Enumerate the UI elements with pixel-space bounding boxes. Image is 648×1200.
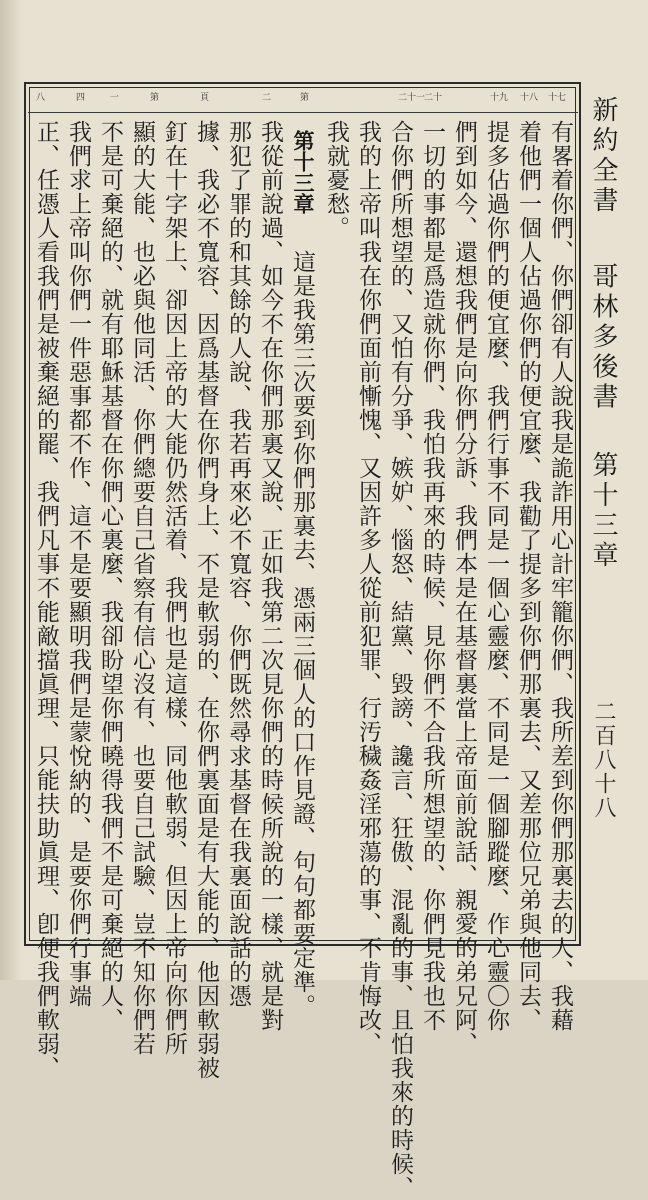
text-column: 們到如今、還想我們是向你們分訴、我們本是在基督裏當上帝面前說話、親愛的弟兄阿、 bbox=[451, 120, 477, 1056]
text-column: 我就憂愁。 bbox=[323, 120, 349, 240]
header-rule bbox=[28, 112, 578, 113]
verse-ref: 十九 bbox=[490, 93, 509, 103]
chapter-label: 第十三章 bbox=[588, 451, 618, 572]
book-title: 新約全書 bbox=[588, 96, 618, 216]
header-running-1: 四 bbox=[76, 93, 86, 103]
chapter-heading: 第十三章 bbox=[291, 130, 316, 214]
text-column: 釘在十字架上、卻因上帝的大能仍然活着、我們也是這樣、同他軟弱、但因上帝向你們所 bbox=[161, 120, 187, 1056]
text-column: 着他們一個人佔過你們的便宜麼、我勸了提多到你們那裏去、又差那位兄弟與他同去、 bbox=[515, 120, 541, 1032]
book-title-column bbox=[582, 96, 622, 571]
page-gutter-shadow bbox=[0, 0, 22, 980]
verse-ref: 二十 bbox=[424, 93, 443, 103]
text-column: 有畧着你們、你們卻有人說我是詭詐用心計牢籠你們、我所差到你們那裏去的人、我藉 bbox=[547, 120, 573, 1032]
text-column: 顯的大能、也必與他同活、你們總要自己省察有信心沒有、也要自己試驗、豈不知你們若 bbox=[129, 120, 155, 1056]
text-column: 提多佔過你們的便宜麼、我們行事不同是一個心靈麼、不同是一個腳蹤麼、作心靈〇你 bbox=[483, 120, 509, 1032]
text-column: 這是我第三次要到你們那裏去、憑兩三個人的口作見證、句句都要定準。 bbox=[289, 250, 315, 1018]
text-column: 我們求上帝叫你們一件惡事都不作、這不是要顯明我們是蒙悅納的、是要你們行事端 bbox=[65, 120, 91, 1008]
book-name: 哥林多後書 bbox=[588, 262, 618, 413]
header-running-5: 二 bbox=[262, 93, 272, 103]
verse-ref: 二十一 bbox=[398, 93, 426, 103]
header-running-6: 第 bbox=[300, 93, 310, 103]
verse-ref: 十八 bbox=[520, 93, 539, 103]
text-column: 那犯了罪的和其餘的人說、我若再來必不寬容、你們既然尋求基督在我裏面說話的憑 bbox=[225, 120, 251, 1008]
text-column: 正、任憑人看我們是被棄絕的罷、我們凡事不能敵擋眞理、只能扶助眞理、卽便我們軟弱、 bbox=[33, 120, 59, 1080]
text-column: 我的上帝叫我在你們面前慚愧、又因許多人從前犯罪、行汚穢姦淫邪蕩的事、不肯悔改、 bbox=[355, 120, 381, 1056]
verse-ref: 十七 bbox=[548, 93, 567, 103]
text-column: 我從前說過、如今不在你們那裏又說、正如我第二次見你們的時候所說的一樣、就是對 bbox=[257, 120, 283, 1032]
header-running-0: 八 bbox=[36, 93, 46, 103]
text-column: 合你們所想望的、又怕有分爭、嫉妒、惱怒、結黨、毀謗、讒言、狂傲、混亂的事、且怕我來的時候、 bbox=[387, 120, 413, 1200]
header-running-2: 一 bbox=[110, 93, 120, 103]
page-number: 二百八十八 bbox=[591, 700, 616, 820]
text-column: 不是可棄絕的、就有耶穌基督在你們心裏麼、我卻盼望你們曉得我們不是可棄絕的人、 bbox=[97, 120, 123, 1032]
text-column: 據、我必不寬容、因爲基督在你們身上、不是軟弱的、在你們裏面是有大能的、他因軟弱被 bbox=[193, 120, 219, 1080]
header-running-4: 頁 bbox=[200, 93, 210, 103]
text-column: 一切的事都是爲造就你們、我怕我再來的時候、見你們不合我所想望的、你們見我也不 bbox=[419, 120, 445, 1032]
header-running-3: 第 bbox=[150, 93, 160, 103]
